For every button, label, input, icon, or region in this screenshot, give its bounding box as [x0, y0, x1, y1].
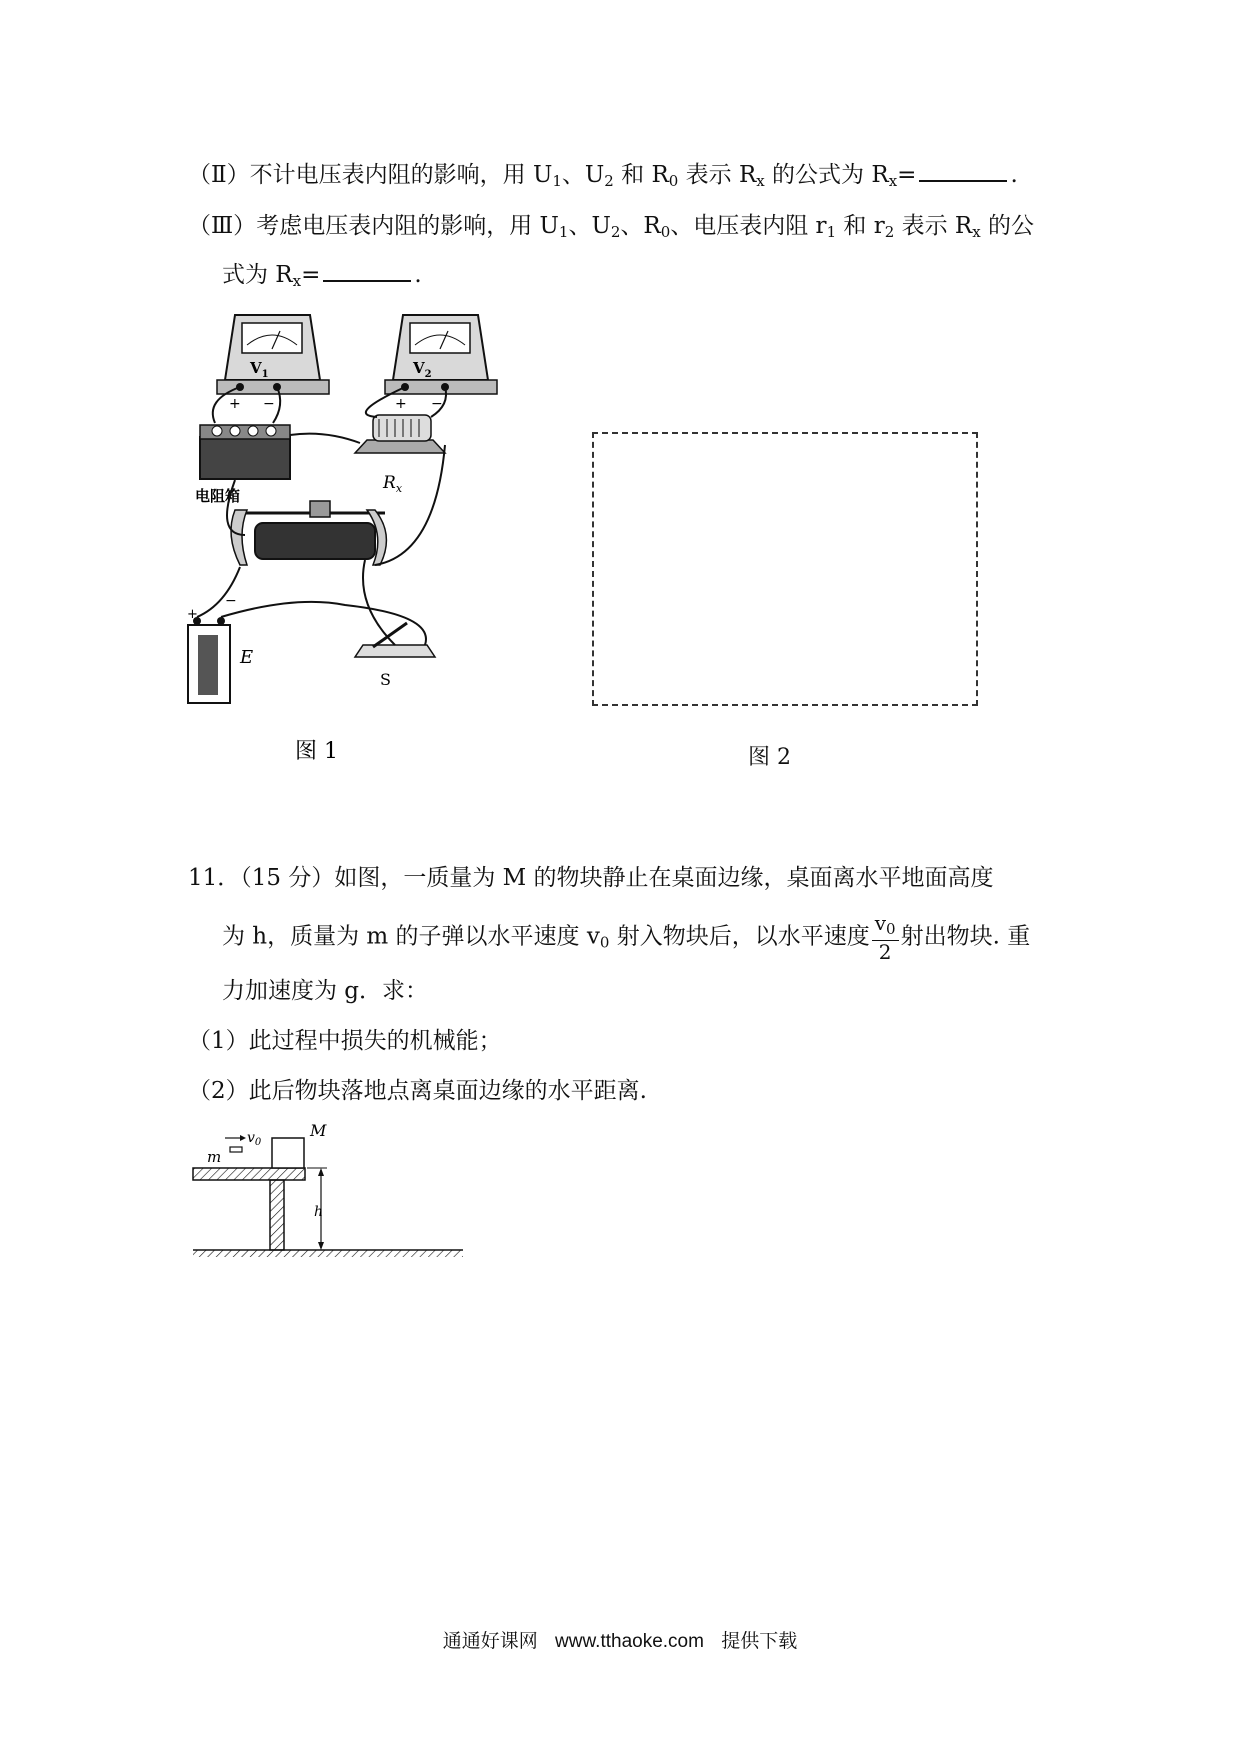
battery-plus: +	[187, 607, 198, 622]
battery-minus: −	[225, 593, 237, 609]
q10-part2-text: 不计电压表内阻的影响，用 U	[249, 162, 553, 188]
sub: 1	[826, 223, 837, 241]
fraction-v0-over-2	[872, 912, 899, 963]
table-leg	[270, 1180, 284, 1250]
circuit-figure	[187, 305, 525, 785]
table-top	[193, 1168, 305, 1180]
sub: 1	[558, 223, 569, 241]
sub: x	[972, 223, 981, 241]
v1-label: $V_1$	[250, 359, 269, 380]
q10-part3-text: 和 r	[836, 213, 885, 239]
sub: 0	[886, 920, 896, 938]
answer-blank[interactable]	[919, 158, 1007, 182]
block-m	[272, 1138, 304, 1168]
q11-sub1	[188, 1025, 502, 1057]
footer-url[interactable]: www.tthaoke.com	[555, 1631, 704, 1652]
switch-label: S	[380, 670, 391, 689]
q10-part3-line1	[188, 210, 1034, 248]
sub: x	[292, 272, 302, 290]
q11-line1	[188, 862, 994, 894]
q11-text: 力加速度为 g．求：	[222, 978, 429, 1004]
switch-s	[355, 623, 435, 689]
q11-score: （15 分）	[240, 865, 335, 891]
q11-text: 为 h，质量为 m 的子弹以水平速度 v	[222, 923, 600, 950]
q11-line2	[222, 912, 1030, 965]
sub: 1	[552, 172, 562, 190]
q10-part2-text: 、U	[561, 162, 605, 188]
q11-number: 11．	[188, 865, 241, 891]
v1-minus: −	[263, 396, 275, 412]
battery-e	[187, 593, 253, 703]
v2-plus: +	[395, 396, 407, 412]
label-M: M	[310, 1121, 327, 1140]
q10-part3-text: 式为 R	[222, 262, 293, 288]
q10-part3-text: 、电压表内阻 r	[670, 213, 827, 239]
figure2-caption: 图 2	[748, 745, 791, 770]
q10-part3-text: 表示 R	[894, 213, 973, 239]
q10-part3-text: 考虑电压表内阻的影响，用 U	[256, 213, 559, 239]
q11-sub1-text: （1）此过程中损失的机械能；	[188, 1028, 502, 1054]
q11-text: 射出物块. 重	[900, 923, 1031, 950]
v2-minus: −	[431, 396, 443, 412]
sub: x	[888, 172, 898, 190]
figure2-drawing-box[interactable]	[592, 432, 978, 706]
resistance-box	[195, 425, 290, 505]
table-block-figure	[185, 1118, 475, 1268]
fraction-denominator: 2	[878, 940, 892, 964]
sub: 2	[604, 172, 614, 190]
q10-part3-text: 、R	[620, 213, 661, 239]
q10-part2-label: （Ⅱ）	[188, 162, 250, 188]
voltmeter-v1	[217, 315, 329, 412]
label-v0: $v_0$	[247, 1130, 262, 1148]
q11-sub2-text: （2）此后物块落地点离桌面边缘的水平距离.	[188, 1078, 647, 1104]
q10-part3-line2	[222, 258, 422, 297]
q10-part3-text: 的公	[980, 213, 1035, 239]
battery-label: E	[240, 647, 254, 668]
sub: x	[756, 172, 765, 190]
q10-part3-end: .	[414, 262, 422, 288]
voltmeter-v2	[385, 315, 497, 412]
q10-part3-text: =	[301, 262, 321, 288]
footer-note: 提供下载	[721, 1631, 798, 1652]
sub: 0	[660, 223, 671, 241]
label-m: m	[207, 1148, 222, 1166]
q10-part2-line	[188, 158, 1018, 197]
figure1-caption: 图 1	[295, 739, 338, 764]
q11-sub2	[188, 1075, 647, 1107]
rheostat	[231, 501, 386, 565]
bullet	[230, 1147, 242, 1152]
q10-part3-text: 、U	[568, 213, 611, 239]
q11-text: 射入物块后，以水平速度	[609, 923, 870, 950]
label-h: h	[314, 1204, 324, 1220]
q11-line3	[222, 975, 428, 1007]
q11-text: 如图，一质量为 M 的物块静止在桌面边缘，桌面离水平地面高度	[334, 865, 994, 891]
frac-num-text: v	[874, 911, 887, 935]
rx-label: $R_x$	[383, 473, 403, 495]
footer-site-name: 通通好课网	[442, 1631, 538, 1652]
q10-part3-label: （Ⅲ）	[188, 213, 257, 239]
resistor-rx	[355, 415, 445, 495]
v2-label: $V_2$	[413, 359, 432, 380]
sub: 2	[884, 223, 895, 241]
sub: 2	[610, 223, 621, 241]
fraction-numerator	[872, 912, 899, 941]
v1-plus: +	[229, 396, 241, 412]
ground-hatch	[193, 1250, 463, 1257]
page-footer	[0, 1626, 1240, 1653]
q10-part2-text: 的公式为 R	[764, 162, 889, 188]
resistance-box-label: 电阻箱	[195, 487, 241, 505]
q10-part2-text: 表示 R	[678, 162, 757, 188]
q10-part2-text: =	[897, 162, 917, 188]
sub: 0	[668, 172, 679, 190]
answer-blank[interactable]	[323, 258, 411, 282]
q10-part2-end: .	[1010, 162, 1018, 188]
q10-part2-text: 和 R	[613, 162, 669, 188]
sub: 0	[599, 933, 610, 952]
